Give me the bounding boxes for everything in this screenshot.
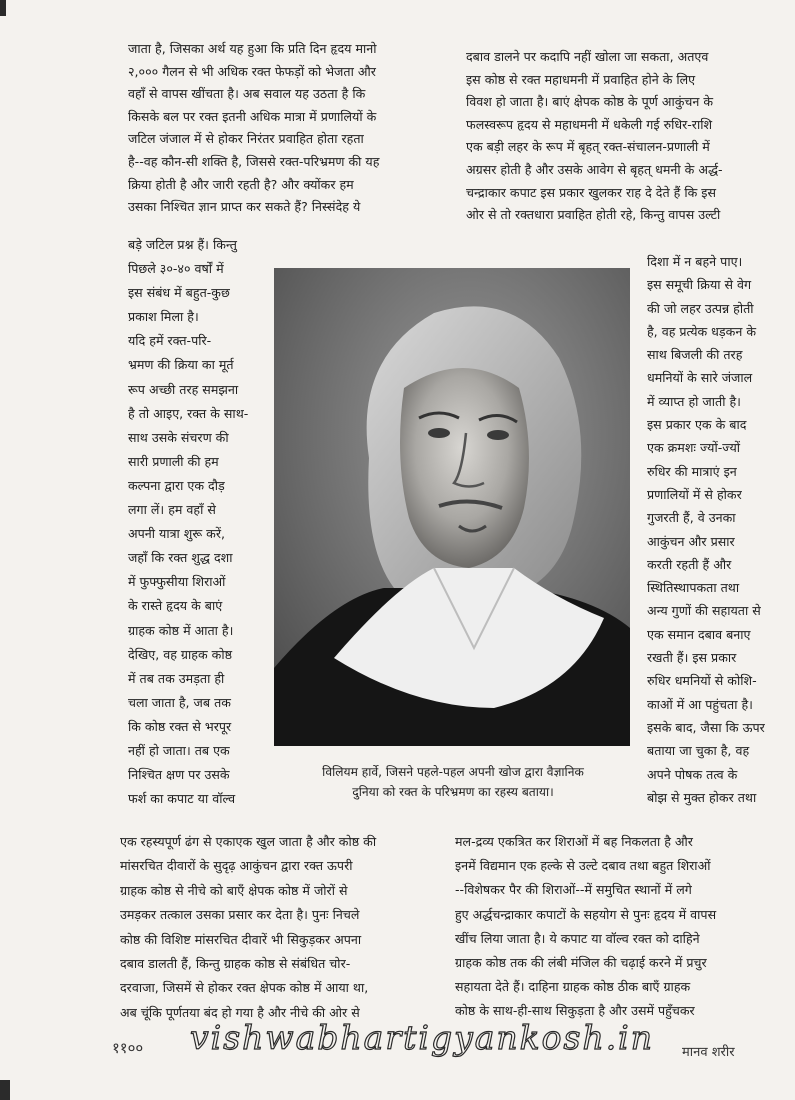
text-line: बड़े जटिल प्रश्न हैं। किन्तु bbox=[128, 237, 237, 252]
text-line: खींच लिया जाता है। ये कपाट या वॉल्व रक्त को दाहिने bbox=[455, 930, 700, 946]
text-line: सहायता देते हैं। दाहिना ग्राहक कोष्ठ ठीक बाएँ ग्राहक bbox=[455, 979, 691, 995]
text-line: रुधिर की मात्राएं इन bbox=[647, 463, 737, 479]
text-line: है तो आइए, रक्त के साथ- bbox=[128, 405, 249, 421]
text-line: जटिल जंजाल में से होकर निरंतर प्रवाहित होता रहता bbox=[128, 131, 364, 147]
text-line: सारी प्रणाली की हम bbox=[128, 453, 219, 469]
text-line: जाता है, जिसका अर्थ यह हुआ कि प्रति दिन हृदय मानो bbox=[128, 41, 377, 56]
text-line: साथ उसके संचरण की bbox=[128, 429, 229, 445]
text-line: इसके बाद, जैसा कि ऊपर bbox=[647, 719, 765, 735]
text-line: बताया जा चुका है, वह bbox=[647, 743, 750, 759]
text-line: दरवाजा, जिसमें से होकर रक्त क्षेपक कोष्ठ में आया था, bbox=[120, 980, 369, 996]
text-line: कोष्ठ की विशिष्ट मांसरचित दीवारें भी सिकुड़कर अपना bbox=[120, 931, 362, 947]
text-line: भ्रमण की क्रिया का मूर्त bbox=[128, 357, 234, 373]
text-line: मांसरचित दीवारों के सुदृढ़ आकुंचन द्वारा रक्त ऊपरी bbox=[120, 858, 353, 874]
william-harvey-portrait bbox=[274, 268, 630, 746]
text-line: एक समान दबाव बनाए bbox=[647, 626, 751, 642]
text-line: अग्रसर होती है और उसके आवेग से बृहत् धमनी के अर्द्ध- bbox=[466, 161, 723, 177]
text-line: धमनियों के सारे जंजाल bbox=[647, 370, 753, 386]
text-line: विवश हो जाता है। बाएं क्षेपक कोष्ठ के पूर्ण आकुंचन के bbox=[466, 94, 714, 110]
text-line: २,००० गैलन से भी अधिक रक्त फेफड़ों को भेजता और bbox=[128, 63, 376, 79]
text-line: में फुफ्फुसीया शिराओं bbox=[128, 574, 226, 590]
text-line: चला जाता है, जब तक bbox=[128, 694, 231, 710]
page-number: ११०० bbox=[112, 1039, 144, 1057]
text-line: जहाँ कि रक्त शुद्ध दशा bbox=[128, 550, 233, 566]
scan-corner-mark bbox=[0, 1080, 10, 1100]
text-line: के रास्ते हृदय के बाएं bbox=[128, 598, 223, 614]
text-line: चन्द्राकार कपाट इस प्रकार खुलकर राह दे देते हैं कि इस bbox=[466, 184, 716, 200]
portrait-caption bbox=[268, 762, 638, 802]
text-line: कोष्ठ के साथ-ही-साथ सिकुड़ता है और उसमें पहुँचकर bbox=[455, 1003, 695, 1019]
top-left-text-column bbox=[128, 38, 446, 219]
text-line: रखती हैं। इस प्रकार bbox=[647, 650, 737, 666]
text-line: उसका निश्चित ज्ञान प्राप्त कर सकते हैं? निस्संदेह ये bbox=[128, 199, 361, 215]
text-line: हुए अर्द्धचन्द्राकार कपाटों के सहयोग से पुनः हृदय में वापस bbox=[455, 906, 717, 922]
text-line: नहीं हो जाता। तब एक bbox=[128, 742, 230, 758]
text-line: क्रिया होती है और जारी रहती है? और क्योंकर हम bbox=[128, 176, 354, 192]
text-line: इस प्रकार एक के बाद bbox=[647, 417, 747, 433]
text-line: दबाव डालने पर कदापि नहीं खोला जा सकता, अतएव bbox=[466, 49, 709, 64]
text-line: देखिए, वह ग्राहक कोष्ठ bbox=[128, 646, 232, 662]
text-line: दिशा में न बहने पाए। bbox=[647, 254, 743, 269]
text-line: ग्राहक कोष्ठ तक की लंबी मंजिल की चढ़ाई करने में प्रचुर bbox=[455, 955, 707, 971]
text-line: एक बड़ी लहर के रूप में बृहत् रक्त-संचालन-प्रणाली में bbox=[466, 139, 710, 155]
text-line: लगा लें। हम वहाँ से bbox=[128, 502, 216, 518]
text-line: अपने पोषक तत्व के bbox=[647, 766, 738, 782]
text-line: की जो लहर उत्पन्न होती bbox=[647, 300, 754, 316]
text-line: ग्राहक कोष्ठ में आता है। bbox=[128, 622, 234, 638]
text-line: प्रकाश मिला है। bbox=[128, 309, 199, 325]
scan-corner-mark bbox=[0, 0, 6, 16]
top-right-text-column bbox=[466, 46, 782, 227]
text-line: काओं में आ पहुंचता है। bbox=[647, 696, 753, 712]
text-line: उमड़कर तत्काल उसका प्रसार कर देता है। पुनः निचले bbox=[120, 907, 360, 923]
text-line: साथ बिजली की तरह bbox=[647, 347, 743, 363]
text-line: गुजरती हैं, वे उनका bbox=[647, 510, 736, 526]
text-line: पिछले ३०-४० वर्षों में bbox=[128, 261, 224, 277]
text-line: रुधिर धमनियों से कोशि- bbox=[647, 673, 757, 689]
text-line: आकुंचन और प्रसार bbox=[647, 533, 735, 549]
text-line: फलस्वरूप हृदय से महाधमनी में धकेली गई रुधिर-राशि bbox=[466, 116, 713, 132]
text-line: रूप अच्छी तरह समझना bbox=[128, 381, 239, 397]
text-line: यदि हमें रक्त-परि- bbox=[128, 333, 212, 349]
text-line: वहाँ से वापस खींचता है। अब सवाल यह उठता है कि bbox=[128, 86, 366, 102]
text-line: अन्य गुणों की सहायता से bbox=[647, 603, 761, 619]
left-narrow-text-column bbox=[128, 233, 256, 811]
running-title: मानव शरीर bbox=[682, 1045, 735, 1060]
text-line: विलियम हार्वे, जिसने पहले-पहल अपनी खोज द्वारा वैज्ञानिक bbox=[322, 765, 584, 779]
text-line: स्थितिस्थापकता तथा bbox=[647, 580, 740, 596]
watermark-text: vishwabhartigyankosh.in bbox=[190, 1018, 654, 1057]
text-line: बोझ से मुक्त होकर तथा bbox=[647, 789, 757, 805]
text-line: ओर से तो रक्तधारा प्रवाहित होती रहे, किन्तु वापस उल्टी bbox=[466, 207, 721, 223]
text-line: में तब तक उमड़ता ही bbox=[128, 670, 225, 686]
text-line: कि कोष्ठ रक्त से भरपूर bbox=[128, 718, 232, 734]
text-line: निश्चित क्षण पर उसके bbox=[128, 767, 230, 783]
text-line: इनमें विद्यमान एक हल्के से उल्टे दबाव तथा बहुत शिराओं bbox=[455, 858, 711, 874]
text-line: प्रणालियों में से होकर bbox=[647, 486, 742, 502]
text-line: दुनिया को रक्त के परिभ्रमण का रहस्य बताया। bbox=[352, 785, 554, 799]
text-line: इस संबंध में बहुत-कुछ bbox=[128, 285, 230, 301]
text-line: मल-द्रव्य एकत्रित कर शिराओं में बह निकलता है और bbox=[455, 834, 693, 849]
text-line: है, वह प्रत्येक धड़कन के bbox=[647, 323, 757, 339]
text-line: किसके बल पर रक्त इतनी अधिक मात्रा में प्रणालियों के bbox=[128, 108, 377, 124]
portrait-illustration bbox=[274, 268, 630, 746]
text-line: इस कोष्ठ से रक्त महाधमनी में प्रवाहित होने के लिए bbox=[466, 71, 696, 87]
text-line: है--वह कौन-सी शक्ति है, जिससे रक्त-परिभ्रमण की यह bbox=[128, 153, 380, 169]
text-line: फर्श का कपाट या वॉल्व bbox=[128, 791, 236, 807]
bottom-left-text-column bbox=[120, 830, 438, 1025]
text-line: दबाव डालती हैं, किन्तु ग्राहक कोष्ठ से संबंधित चोर- bbox=[120, 956, 351, 972]
text-line: करती रहती हैं और bbox=[647, 556, 732, 572]
bottom-right-text-column bbox=[455, 830, 785, 1024]
text-line: एक क्रमशः ज्यों-ज्यों bbox=[647, 440, 741, 456]
text-line: ग्राहक कोष्ठ से नीचे को बाएँ क्षेपक कोष्ठ में जोरों से bbox=[120, 882, 348, 898]
text-line: एक रहस्यपूर्ण ढंग से एकाएक खुल जाता है और कोष्ठ की bbox=[120, 834, 377, 849]
text-line: कल्पना द्वारा एक दौड़ bbox=[128, 477, 225, 493]
text-line: --विशेषकर पैर की शिराओं--में समुचित स्थानों में लगे bbox=[455, 882, 692, 898]
text-line: अब चूंकि पूर्णतया बंद हो गया है और नीचे की ओर से bbox=[120, 1004, 360, 1020]
text-line: अपनी यात्रा शुरू करें, bbox=[128, 526, 225, 542]
text-line: इस समूची क्रिया से वेग bbox=[647, 277, 752, 293]
right-narrow-text-column bbox=[647, 250, 785, 809]
text-line: में व्याप्त हो जाती है। bbox=[647, 393, 741, 409]
